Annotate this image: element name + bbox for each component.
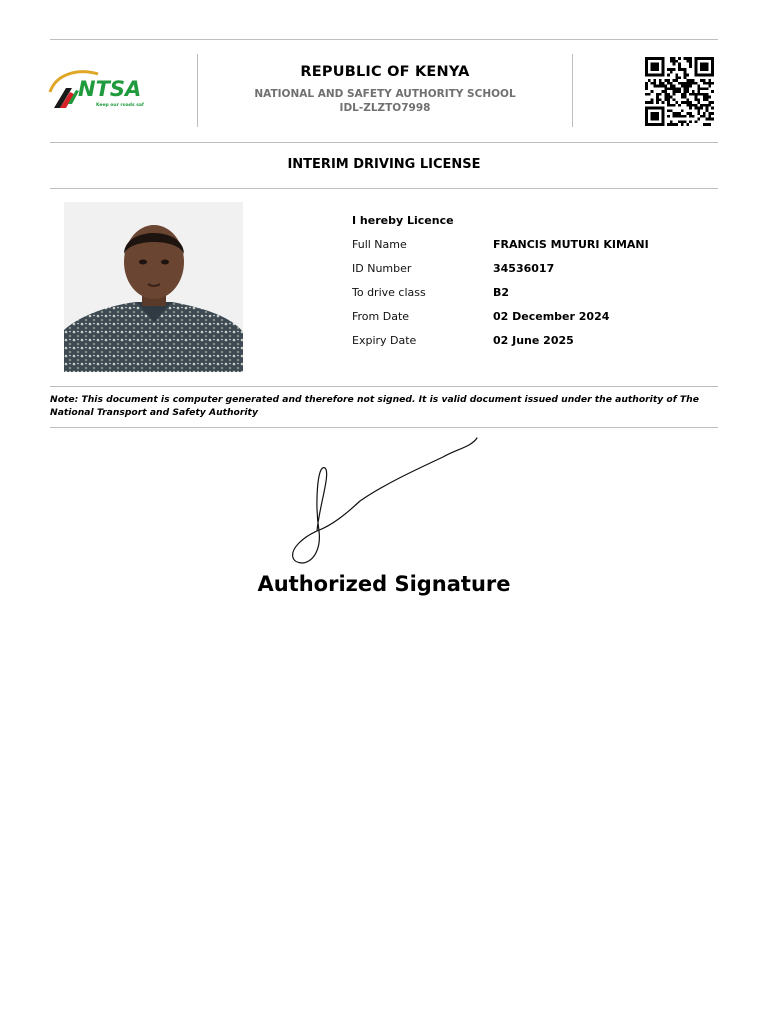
detail-label: ID Number (352, 262, 412, 275)
signature-scribble (285, 435, 485, 567)
detail-label: To drive class (352, 286, 426, 299)
detail-value: 02 June 2025 (493, 334, 574, 347)
country-title: REPUBLIC OF KENYA (300, 64, 470, 80)
detail-value: 34536017 (493, 262, 555, 275)
document-title: INTERIM DRIVING LICENSE (287, 157, 481, 172)
authority-name: NATIONAL AND SAFETY AUTHORITY SCHOOL (254, 88, 516, 100)
qr-modules (645, 57, 714, 126)
ntsa-logo (48, 66, 144, 114)
header-bottom-rule (50, 142, 718, 143)
licence-intro: I hereby Licence (352, 214, 454, 227)
detail-row-from-date (352, 309, 682, 333)
qr-code (643, 57, 716, 126)
header-center (198, 64, 572, 115)
document-note: Note: This document is computer generated and therefore not signed. It is valid document issued under the authority of The National Transport and Safety Authority (50, 394, 699, 418)
detail-value: B2 (493, 286, 510, 299)
detail-row-full-name (352, 237, 682, 261)
document-id: IDL-ZLZTO7998 (339, 102, 431, 114)
header-divider-right (572, 54, 573, 127)
detail-row-class (352, 285, 682, 309)
details-bottom-rule (50, 386, 718, 387)
detail-row-id-number (352, 261, 682, 285)
title-bottom-rule (50, 188, 718, 189)
detail-label: From Date (352, 310, 410, 323)
detail-row-expiry-date (352, 333, 682, 357)
detail-label: Expiry Date (352, 334, 417, 347)
holder-photo (64, 202, 243, 372)
detail-value: 02 December 2024 (493, 310, 610, 323)
note-bottom-rule (50, 427, 718, 428)
logo-wordmark: NTSA (78, 77, 142, 101)
detail-label: Full Name (352, 238, 407, 251)
logo-tagline: Keep our roads safe (96, 103, 144, 108)
top-rule (50, 39, 718, 40)
signature-label: Authorized Signature (257, 572, 511, 596)
license-details (352, 213, 682, 357)
detail-value: FRANCIS MUTURI KIMANI (493, 238, 649, 251)
